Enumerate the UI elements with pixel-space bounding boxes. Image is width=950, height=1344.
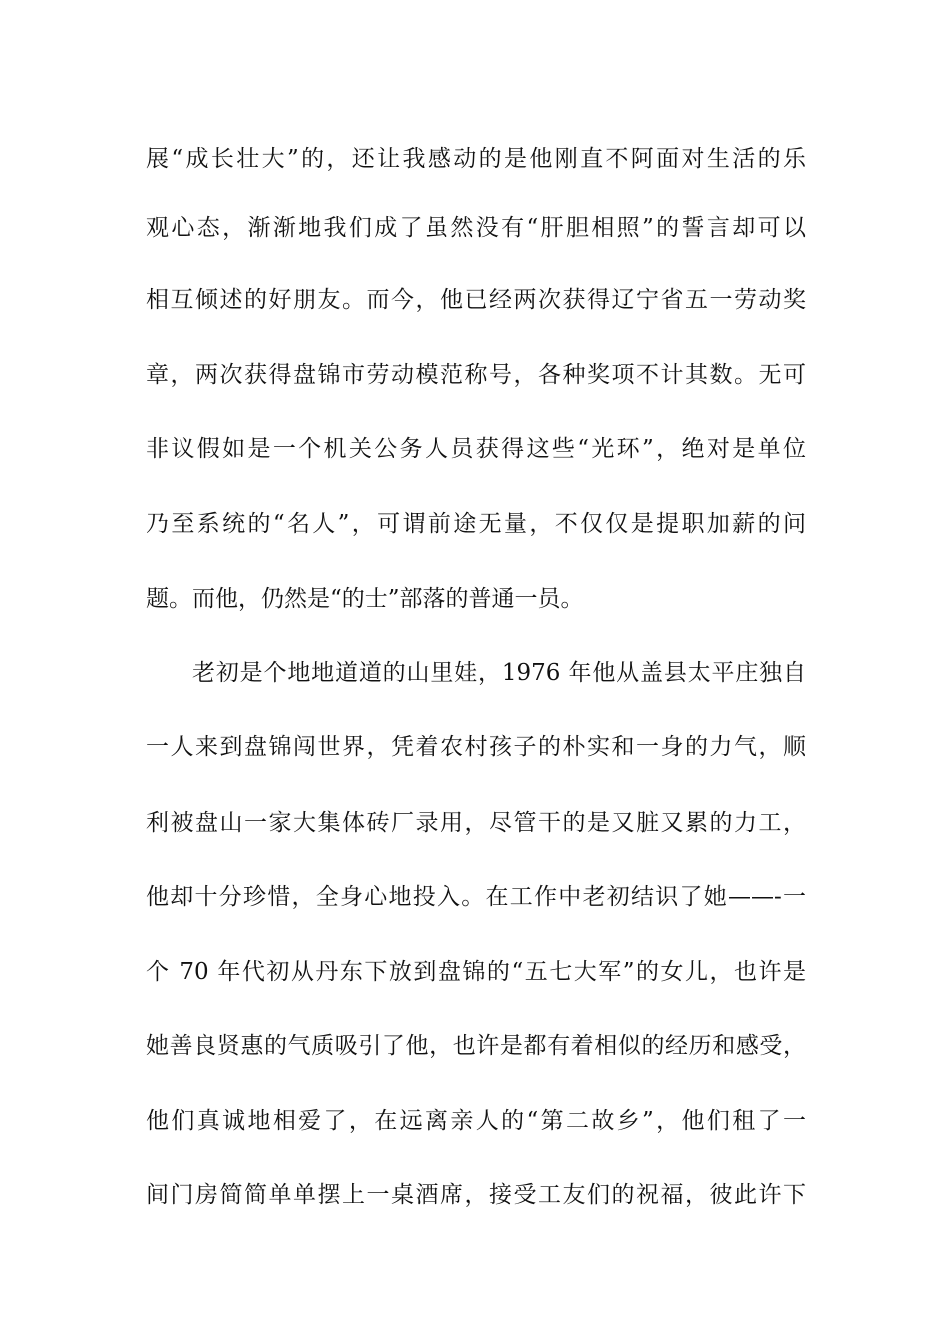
- text-line: 展“成长壮大”的，还让我感动的是他刚直不阿面对生活的乐: [146, 146, 806, 172]
- text-line: 他却十分珍惜，全身心地投入。在工作中老初结识了她——-一: [146, 884, 806, 910]
- text-line: 间门房简简单单摆上一桌酒席，接受工友们的祝福，彼此许下: [146, 1182, 806, 1208]
- text-line: 题。而他，仍然是“的士”部落的普通一员。: [146, 586, 584, 612]
- text-line: 乃至系统的“名人”，可谓前途无量，不仅仅是提职加薪的问: [146, 511, 806, 537]
- text-line: 一人来到盘锦闯世界，凭着农村孩子的朴实和一身的力气，顺: [146, 734, 806, 760]
- text-line: 他们真诚地相爱了，在远离亲人的“第二故乡”，他们租了一: [146, 1108, 806, 1134]
- text-line: 观心态，渐渐地我们成了虽然没有“肝胆相照”的誓言却可以: [146, 215, 806, 241]
- text-line: 利被盘山一家大集体砖厂录用，尽管干的是又脏又累的力工，: [146, 810, 806, 836]
- text-line: 个 70 年代初从丹东下放到盘锦的“五七大军”的女儿，也许是: [146, 959, 806, 985]
- text-line: 相互倾述的好朋友。而今，他已经两次获得辽宁省五一劳动奖: [146, 287, 806, 313]
- text-line: 章，两次获得盘锦市劳动模范称号，各种奖项不计其数。无可: [146, 362, 806, 388]
- paragraph-first-line: 老初是个地地道道的山里娃，1976 年他从盖县太平庄独自: [192, 660, 806, 686]
- text-line: 她善良贤惠的气质吸引了他，也许是都有着相似的经历和感受，: [146, 1033, 806, 1059]
- text-line: 非议假如是一个机关公务人员获得这些“光环”，绝对是单位: [146, 436, 806, 462]
